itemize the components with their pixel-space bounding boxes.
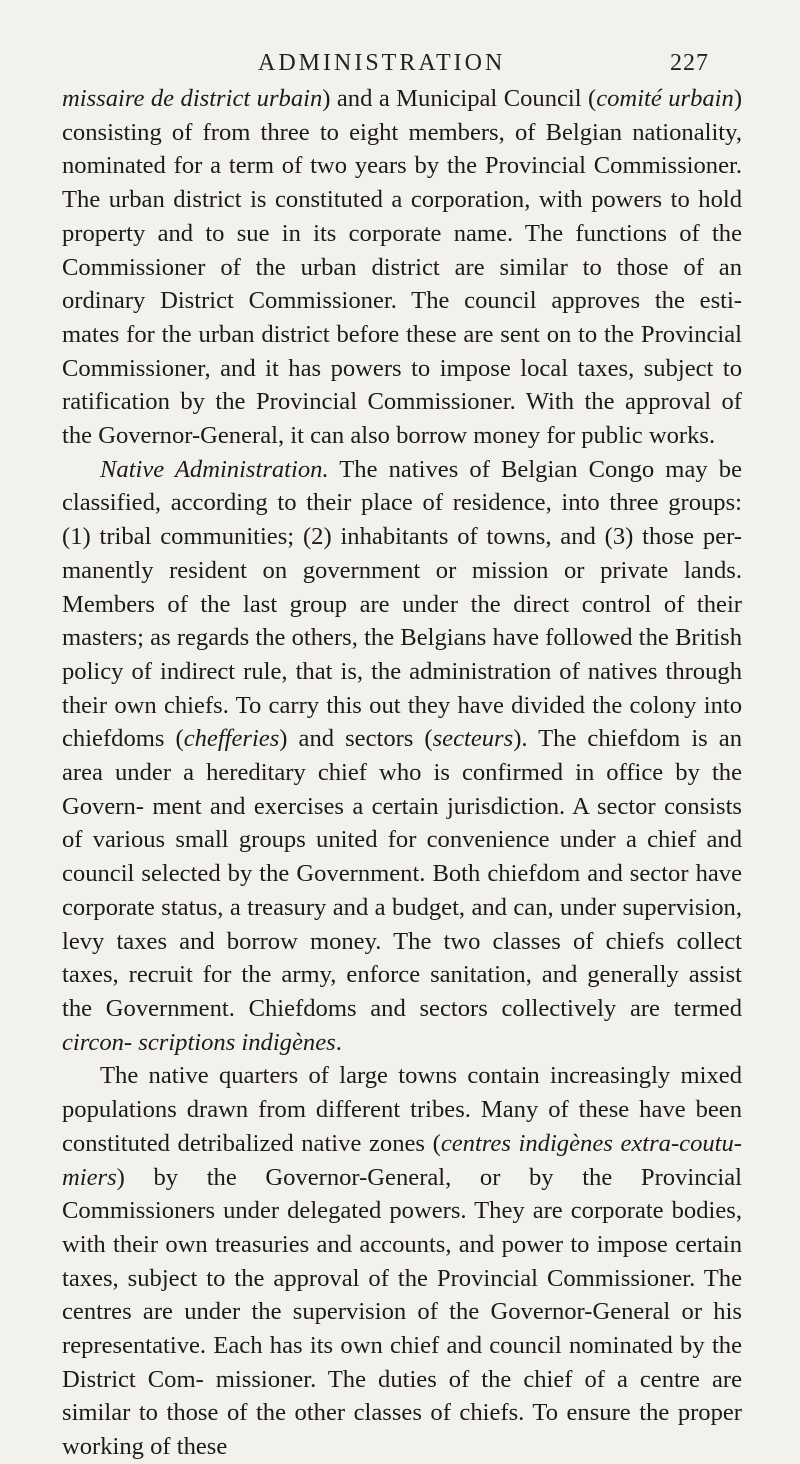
paragraph-native-administration (62, 453, 742, 1060)
text-segment: ) consisting of from three to eight members, of Belgian nationality, nominated for a term of two years by the Provincial Commissioner. The urban district is constituted a corporation, with powers to hold property and to sue in its corporate name. The functions of the Commissioner of the urban district are similar to those of an ordinary District Commissioner. The council approves the esti- mates for the urban district before these are sent on to the Provincial Commissioner, and it has powers to impose local taxes, subject to ratification by the Provincial Commissioner. With the approval of the Governor-General, it can also borrow money for public works. (62, 85, 743, 450)
text-segment: ) and sectors ( (279, 725, 433, 753)
text-segment: missaire de district urbain (62, 85, 323, 112)
page-number: 227 (670, 50, 709, 76)
text-segment: chefferies (183, 725, 280, 753)
text-segment: secteurs (432, 725, 514, 753)
paragraph-urban-district (62, 82, 742, 453)
running-head (0, 50, 800, 80)
text-segment: . (335, 1028, 342, 1056)
text-segment: ). The chiefdom is an area under a hereditary chief who is confirmed in office by the Govern- ment and exercises a certain jurisdiction. A sector consists of various small groups united for convenience under a chief and council selected by the Government. Both chiefdom and sector have corporate status, a treasury and a budget, and can, under supervision, levy taxes and borrow money. The two classes of chiefs collect taxes, recruit for the army, enforce sanitation, and generally assist the Government. Chiefdoms and sectors collectively are termed (62, 725, 742, 1022)
text-segment: The native quarters of large towns contain increasingly mixed populations drawn from different tribes. Many of these have been constituted detribalized native zones ( (62, 1062, 742, 1157)
text-segment: centres indigènes extra-coutu- miers (62, 1129, 742, 1191)
paragraph-native-quarters (62, 1059, 742, 1463)
text-segment: circon- scriptions indigènes (62, 1028, 336, 1056)
running-head-title: ADMINISTRATION (258, 50, 506, 76)
text-segment: comité urbain (596, 85, 734, 112)
text-segment: ) and a Municipal Council ( (322, 85, 597, 112)
section-heading: Native Administration. (100, 455, 329, 483)
text-segment: ) by the Governor-General, or by the Provincial Commissioners under delegated powers. They are corporate bodies, with their own treasuries and accounts, and power to impose certain taxes, subject to the approval of the Provincial Commissioner. The centres are under the supervision of the Governor-General or his representative. Each has its own chief and council nominated by the District Com- missioner. The duties of the chief of a centre are similar to those of the other classes of chiefs. To ensure the proper working of these (62, 1163, 742, 1461)
text-segment: The natives of Belgian Congo may be classified, according to their place of residence, into three groups: (1) tribal communities; (2) inhabitants of towns, and (3) those per- manently resident on government or mission or private lands. Members of the last group are under the direct control of their masters; as regards the others, the Belgians have followed the British policy of indirect rule, that is, the administration of natives through their own chiefs. To carry this out they have divided the colony into chiefdoms ( (62, 455, 742, 753)
body-text (62, 82, 742, 1464)
